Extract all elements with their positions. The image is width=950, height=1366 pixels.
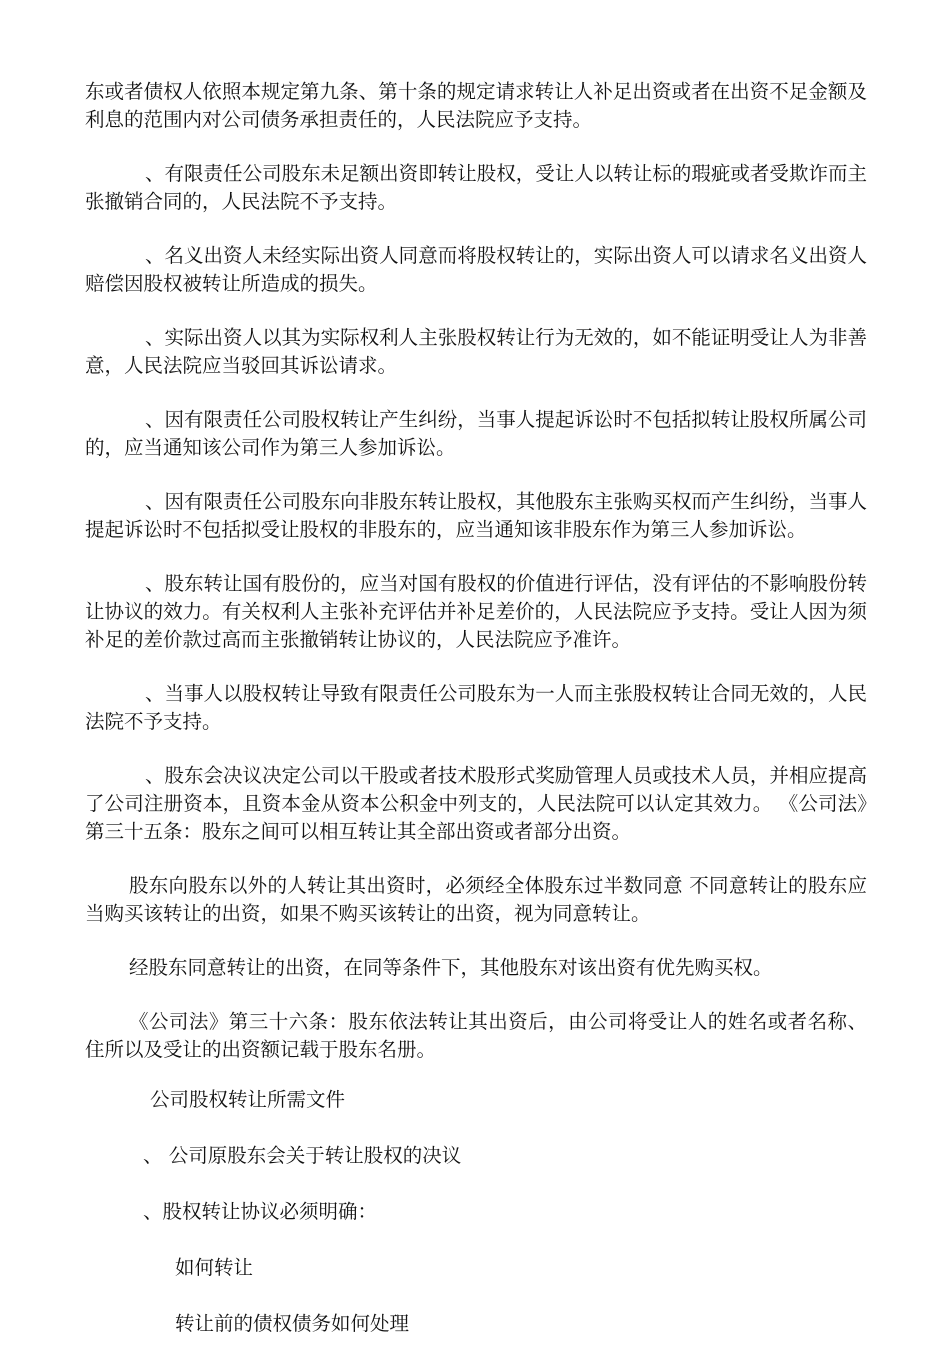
- paragraph-article: 经股东同意转让的出资，在同等条件下，其他股东对该出资有优先购买权。: [129, 956, 773, 979]
- paragraph-clause: 、股东转让国有股份的，应当对国有股权的价值进行评估，没有评估的不影响股份转让协议的效力。有关权利人主张补充评估并补足差价的，人民法院应予支持。受让人因为须补足的差价款过高而主张撤销转让协议的，人民法院应予准许。: [85, 572, 867, 651]
- paragraph-continuation: 东或者债权人依照本规定第九条、第十条的规定请求转让人补足出资或者在出资不足金额及利息的范围内对公司债务承担责任的，人民法院应予支持。: [85, 80, 867, 131]
- list-item: 、股权转让协议必须明确：: [143, 1200, 378, 1223]
- document-page: [85, 78, 867, 1366]
- paragraph-article: 《公司法》第三十六条：股东依法转让其出资后，由公司将受让人的姓名或者名称、住所以及受让的出资额记载于股东名册。: [85, 1010, 867, 1061]
- paragraph-clause: 、因有限责任公司股权转让产生纠纷，当事人提起诉讼时不包括拟转让股权所属公司的，应当通知该公司作为第三人参加诉讼。: [85, 408, 867, 459]
- paragraph-clause: 、有限责任公司股东未足额出资即转让股权，受让人以转让标的瑕疵或者受欺诈而主张撤销合同的，人民法院不予支持。: [85, 162, 867, 213]
- section-heading: 公司股权转让所需文件: [150, 1088, 346, 1111]
- paragraph-article: 股东向股东以外的人转让其出资时，必须经全体股东过半数同意 不同意转让的股东应当购买该转让的出资，如果不购买该转让的出资，视为同意转让。: [85, 874, 867, 925]
- paragraph-clause: 、实际出资人以其为实际权利人主张股权转让行为无效的，如不能证明受让人为非善意，人民法院应当驳回其诉讼请求。: [85, 326, 867, 377]
- paragraph-clause: 、名义出资人未经实际出资人同意而将股权转让的，实际出资人可以请求名义出资人赔偿因股权被转让所造成的损失。: [85, 244, 867, 295]
- list-item: 、 公司原股东会关于转让股权的决议: [143, 1144, 462, 1167]
- paragraph-clause: 、当事人以股权转让导致有限责任公司股东为一人而主张股权转让合同无效的，人民法院不予支持。: [85, 682, 867, 733]
- paragraph-clause: 、因有限责任公司股东向非股东转让股权，其他股东主张购买权而产生纠纷，当事人提起诉讼时不包括拟受让股权的非股东的，应当通知该非股东作为第三人参加诉讼。: [85, 490, 867, 541]
- sub-list-item: 转让前的债权债务如何处理: [175, 1312, 410, 1335]
- paragraph-clause: 、股东会决议决定公司以干股或者技术股形式奖励管理人员或技术人员，并相应提高了公司注册资本，且资本金从资本公积金中列支的，人民法院可以认定其效力。 《公司法》第三十五条：股东之间可以相互转让其全部出资或者部分出资。: [85, 764, 867, 843]
- sub-list-item: 如何转让: [175, 1256, 254, 1279]
